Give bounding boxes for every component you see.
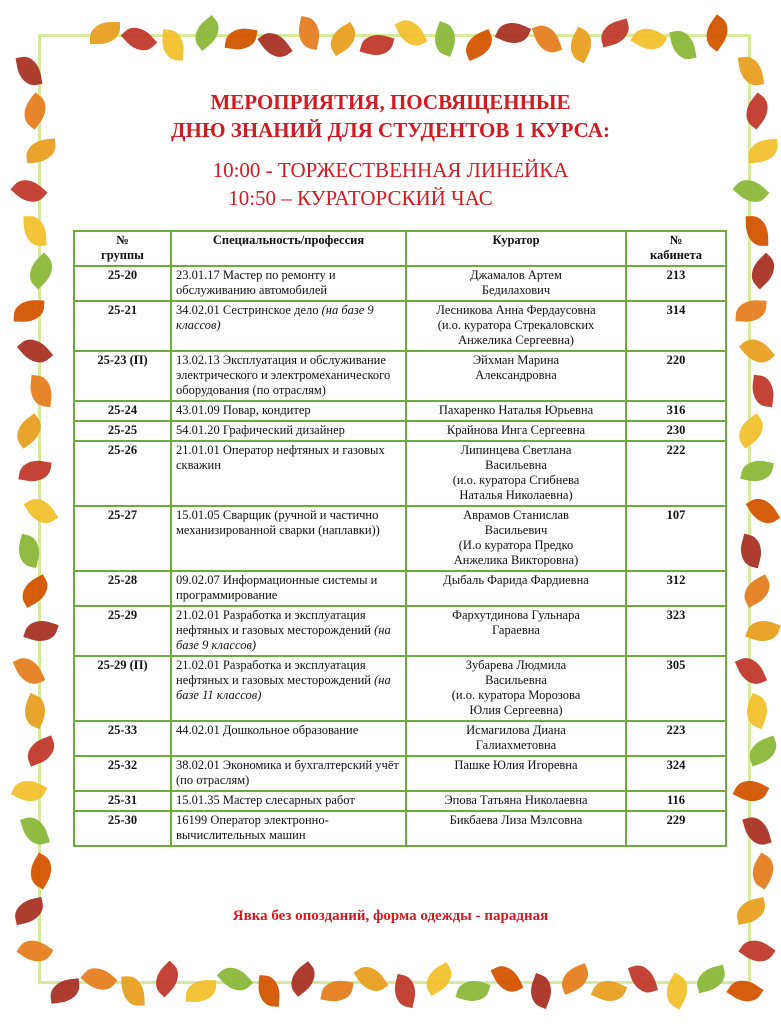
group-number: 25-29 (П) <box>74 656 171 721</box>
curator-line: Васильевна <box>485 458 547 472</box>
curator-line: Пахаренко Наталья Юрьевна <box>438 403 594 417</box>
table-row <box>74 506 726 571</box>
room-number: 229 <box>626 811 726 846</box>
specialty-cell <box>171 266 406 301</box>
group-number: 25-28 <box>74 571 171 606</box>
curator-cell <box>406 351 626 401</box>
group-number: 25-30 <box>74 811 171 846</box>
curator-line: (и.о. куратора Сгибнева <box>452 473 580 487</box>
table-row <box>74 421 726 441</box>
group-number: 25-31 <box>74 791 171 811</box>
specialty-text: 21.02.01 Разработка и эксплуатация нефтяных и газовых месторождений <box>176 658 375 687</box>
curator-line: Исмагилова Диана <box>466 723 566 737</box>
specialty-text: 54.01.20 Графический дизайнер <box>176 423 345 437</box>
header-room: № кабинета <box>626 231 726 266</box>
curator-line: (и.о. куратора Стрекаловских <box>437 318 595 332</box>
group-number: 25-24 <box>74 401 171 421</box>
curator-cell <box>406 266 626 301</box>
curator-cell <box>406 656 626 721</box>
specialty-text: 09.02.07 Информационные системы и программирование <box>176 573 378 602</box>
specialty-cell <box>171 421 406 441</box>
specialty-text: 13.02.13 Эксплуатация и обслуживание электрического и электромеханического оборудования (по отраслям) <box>176 353 391 397</box>
specialty-cell <box>171 301 406 351</box>
curator-line: Александровна <box>475 368 557 382</box>
header-curator: Куратор <box>406 231 626 266</box>
room-number: 223 <box>626 721 726 756</box>
leaf-icon <box>750 375 775 407</box>
header-group: № группы <box>74 231 171 266</box>
table-row <box>74 401 726 421</box>
room-number: 305 <box>626 656 726 721</box>
table-row <box>74 301 726 351</box>
table-row <box>74 606 726 656</box>
event-line-ceremony: 10:00 - ТОРЖЕСТВЕННАЯ ЛИНЕЙКА <box>212 158 569 182</box>
curator-line: (И.о куратора Предко <box>458 538 574 552</box>
table-row <box>74 441 726 506</box>
specialty-cell <box>171 606 406 656</box>
table-row <box>74 811 726 846</box>
curator-line: Зубарева Людмила <box>465 658 567 672</box>
curator-line: Пашке Юлия Игоревна <box>454 758 578 772</box>
specialty-cell <box>171 721 406 756</box>
specialty-cell <box>171 756 406 791</box>
specialty-cell <box>171 571 406 606</box>
curator-line: Галиахметовна <box>475 738 557 752</box>
curator-cell <box>406 756 626 791</box>
group-number: 25-25 <box>74 421 171 441</box>
table-row <box>74 721 726 756</box>
specialty-text: 21.02.01 Разработка и эксплуатация нефтяных и газовых месторождений <box>176 608 375 637</box>
table-row <box>74 571 726 606</box>
table-row <box>74 351 726 401</box>
group-number: 25-23 (П) <box>74 351 171 401</box>
specialty-text: 34.02.01 Сестринское дело <box>176 303 322 317</box>
event-line-curator-hour: 10:50 – КУРАТОРСКИЙ ЧАС <box>228 186 493 210</box>
curator-line: Джамалов Артем <box>470 268 562 282</box>
room-number: 324 <box>626 756 726 791</box>
room-number: 230 <box>626 421 726 441</box>
room-number: 116 <box>626 791 726 811</box>
room-number: 323 <box>626 606 726 656</box>
curator-cell <box>406 721 626 756</box>
group-number: 25-32 <box>74 756 171 791</box>
curator-cell <box>406 791 626 811</box>
curator-line: Лесникова Анна Фердаусовна <box>436 303 596 317</box>
curator-cell <box>406 301 626 351</box>
curator-line: Фархутдинова Гульнара <box>452 608 580 622</box>
room-number: 107 <box>626 506 726 571</box>
specialty-text: 44.02.01 Дошкольное образование <box>176 723 359 737</box>
specialty-cell <box>171 656 406 721</box>
curator-line: Васильевич <box>484 523 548 537</box>
room-number: 220 <box>626 351 726 401</box>
room-number: 314 <box>626 301 726 351</box>
specialty-cell <box>171 351 406 401</box>
group-number: 25-33 <box>74 721 171 756</box>
footer-note: Явка без опозданий, форма одежды - парадная <box>232 908 549 924</box>
group-number: 25-26 <box>74 441 171 506</box>
curator-line: Бедилахович <box>481 283 551 297</box>
title-line-1: МЕРОПРИЯТИЯ, ПОСВЯЩЕННЫЕ <box>210 90 571 114</box>
curator-line: Наталья Николаевна) <box>459 488 573 502</box>
table-row <box>74 756 726 791</box>
curator-cell <box>406 401 626 421</box>
specialty-cell <box>171 401 406 421</box>
group-number: 25-20 <box>74 266 171 301</box>
title-line-2: ДНЮ ЗНАНИЙ ДЛЯ СТУДЕНТОВ 1 КУРСА: <box>171 118 610 142</box>
group-number: 25-29 <box>74 606 171 656</box>
curator-line: Васильевна <box>485 673 547 687</box>
specialty-note: (на базе 9 классов) <box>176 623 391 652</box>
room-number: 213 <box>626 266 726 301</box>
curator-line: Эпова Татьяна Николаевна <box>444 793 588 807</box>
curator-cell <box>406 571 626 606</box>
specialty-note: (на базе 9 классов) <box>176 303 374 332</box>
curator-line: Бикбаева Лиза Мэлсовна <box>449 813 583 827</box>
curator-line: Липинцева Светлана <box>460 443 572 457</box>
table-row <box>74 266 726 301</box>
curator-cell <box>406 606 626 656</box>
curator-line: Гараевна <box>492 623 540 637</box>
specialty-cell <box>171 441 406 506</box>
room-number: 312 <box>626 571 726 606</box>
curator-cell <box>406 421 626 441</box>
curator-line: Юлия Сергеевна) <box>469 703 563 717</box>
table-header-row <box>74 231 726 266</box>
group-number: 25-27 <box>74 506 171 571</box>
curator-line: Эйхман Марина <box>472 353 560 367</box>
curator-cell <box>406 811 626 846</box>
curator-cell <box>406 506 626 571</box>
curator-line: Крайнова Инга Сергеевна <box>446 423 586 437</box>
table-row <box>74 656 726 721</box>
specialty-cell <box>171 811 406 846</box>
specialty-text: 21.01.01 Оператор нефтяных и газовых скважин <box>176 443 385 472</box>
specialty-text: 23.01.17 Мастер по ремонту и обслуживанию автомобилей <box>176 268 336 297</box>
schedule-table <box>73 230 727 847</box>
specialty-note: (на базе 11 классов) <box>176 673 391 702</box>
curator-line: (и.о. куратора Морозова <box>451 688 581 702</box>
group-number: 25-21 <box>74 301 171 351</box>
specialty-cell <box>171 506 406 571</box>
curator-line: Анжелика Сергеевна) <box>458 333 574 347</box>
room-number: 222 <box>626 441 726 506</box>
specialty-text: 15.01.35 Мастер слесарных работ <box>176 793 355 807</box>
curator-line: Анжелика Викторовна) <box>453 553 579 567</box>
table-row <box>74 791 726 811</box>
room-number: 316 <box>626 401 726 421</box>
curator-line: Аврамов Станислав <box>463 508 569 522</box>
specialty-text: 16199 Оператор электронно-вычислительных машин <box>176 813 329 842</box>
curator-line: Дыбаль Фарида Фардиевна <box>443 573 589 587</box>
curator-cell <box>406 441 626 506</box>
header-specialty: Специальность/профессия <box>171 231 406 266</box>
specialty-cell <box>171 791 406 811</box>
specialty-text: 43.01.09 Повар, кондитер <box>176 403 311 417</box>
specialty-text: 38.02.01 Экономика и бухгалтерский учёт (по отраслям) <box>176 758 399 787</box>
specialty-text: 15.01.05 Сварщик (ручной и частично механизированной сварки (наплавки)) <box>176 508 380 537</box>
